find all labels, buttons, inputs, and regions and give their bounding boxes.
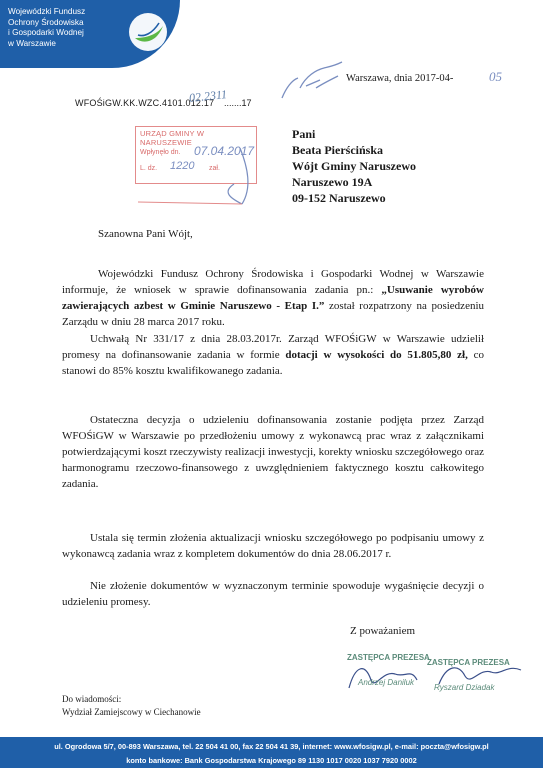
cc-label: Do wiadomości:: [62, 694, 122, 704]
stamp-title: URZĄD GMINY W NARUSZEWIE: [140, 129, 205, 147]
footer-bank-account: konto bankowe: Bank Gospodarstwa Krajowego 89 1130 1017 0020 1037 7920 0002: [126, 756, 417, 765]
stamp-number-label: L. dz.: [140, 165, 158, 172]
place-date: Warszawa, dnia 2017-04-: [346, 73, 454, 84]
handwritten-initials: [276, 58, 350, 106]
signatory-2-role: ZASTĘPCA PREZESA: [427, 658, 510, 667]
logo-line: Ochrony Środowiska: [8, 17, 84, 27]
stamp-attachments-label: zał.: [209, 165, 220, 172]
addressee-line: 09-152 Naruszewo: [292, 191, 386, 205]
reference-number: WFOŚiGW.KK.WZC.4101.012.17: [75, 98, 215, 108]
reference-suffix: .......17: [224, 98, 252, 108]
cc-recipient: Wydział Zamiejscowy w Ciechanowie: [62, 707, 201, 717]
paragraph-decision: [62, 266, 484, 330]
date-handwritten: 05: [489, 69, 502, 84]
logo-line: Wojewódzki Fundusz: [8, 7, 86, 16]
addressee-line: Pani: [292, 127, 316, 141]
logo-text: [8, 7, 128, 49]
stamp-received-label: Wpłynęło dn.: [140, 149, 181, 156]
logo-line: i Gospodarki Wodnej: [8, 28, 84, 37]
signatory-1-name: Andrzej Daniluk: [358, 678, 415, 687]
paragraph-text: co stanowi do 85% kosztu kwalifikowanego zadania.: [62, 349, 485, 377]
addressee-line: Naruszewo 19A: [292, 175, 373, 189]
grant-amount: dotacji w wysokości do 51.805,80 zł,: [285, 349, 468, 361]
addressee-line: Beata Pierścińska: [292, 143, 383, 157]
paragraph-text: został rozpatrzony na posiedzeniu Zarządu w dniu 28 marca 2017 roku.: [62, 300, 485, 328]
stamp-number-handwritten: 1220: [170, 160, 195, 172]
addressee-line: Wójt Gminy Naruszewo: [292, 159, 416, 173]
paragraph-consequence: Nie złożenie dokumentów w wyznaczonym terminie spowoduje wygaśnięcie decyzji o udzieleniu promesy.: [62, 580, 484, 608]
paragraph-final-decision: Ostateczna decyzja o udzieleniu dofinansowania zostanie podjęta przez Zarząd WFOŚiGW w Warszawie po przedłożeniu umowy z wykonawcą prac wraz z załącznikami potwierdzającymi koszt rzeczywisty realizacji inwestycji, korekty wniosku szczegółowego oraz harmonogramu rzeczowo-finansowego z uwzględnieniem faktycznego kosztu całkowitego zadania.: [62, 414, 484, 490]
stamp-received-date: 07.04.2017: [194, 144, 255, 158]
signatory-2-name: Ryszard Dziadak: [434, 683, 495, 692]
signatory-1-role: ZASTĘPCA PREZESA: [347, 653, 430, 662]
project-title: „Usuwanie wyrobów zawierających azbest w Gminie Naruszewo - Etap I.”: [62, 284, 485, 312]
handwritten-annotation: [130, 118, 280, 208]
footer-contact: ul. Ogrodowa 5/7, 00-893 Warszawa, tel. 22 504 41 00, fax 22 504 41 39, internet: www.wfosigw.pl, e-mail: poczta@wfosigw.pl: [54, 742, 489, 751]
logo-line: w Warszawie: [8, 38, 56, 48]
closing: Z poważaniem: [350, 625, 416, 637]
paragraph-deadline: Ustala się termin złożenia aktualizacji wniosku szczegółowego po podpisaniu umowy z wykonawcą zadania wraz z kompletem dokumentów do dnia 28.06.2017 r.: [62, 532, 484, 560]
leaf-swoosh-icon: [126, 10, 170, 54]
addressee-block: [292, 126, 416, 206]
salutation: Szanowna Pani Wójt,: [98, 228, 193, 240]
reference-handwritten: 02.2311: [188, 87, 228, 105]
paragraph-text: Wojewódzki Fundusz Ochrony Środowiska i Gospodarki Wodnej w Warszawie informuje, że wniosek w sprawie dofinansowania zadania pn.:: [62, 268, 484, 296]
paragraph-resolution: [62, 331, 484, 379]
paragraph-text: Uchwałą Nr 331/17 z dnia 28.03.2017r. Zarząd WFOŚiGW w Warszawie udzielił promesy na dofinansowanie zadania w formie: [62, 333, 484, 361]
